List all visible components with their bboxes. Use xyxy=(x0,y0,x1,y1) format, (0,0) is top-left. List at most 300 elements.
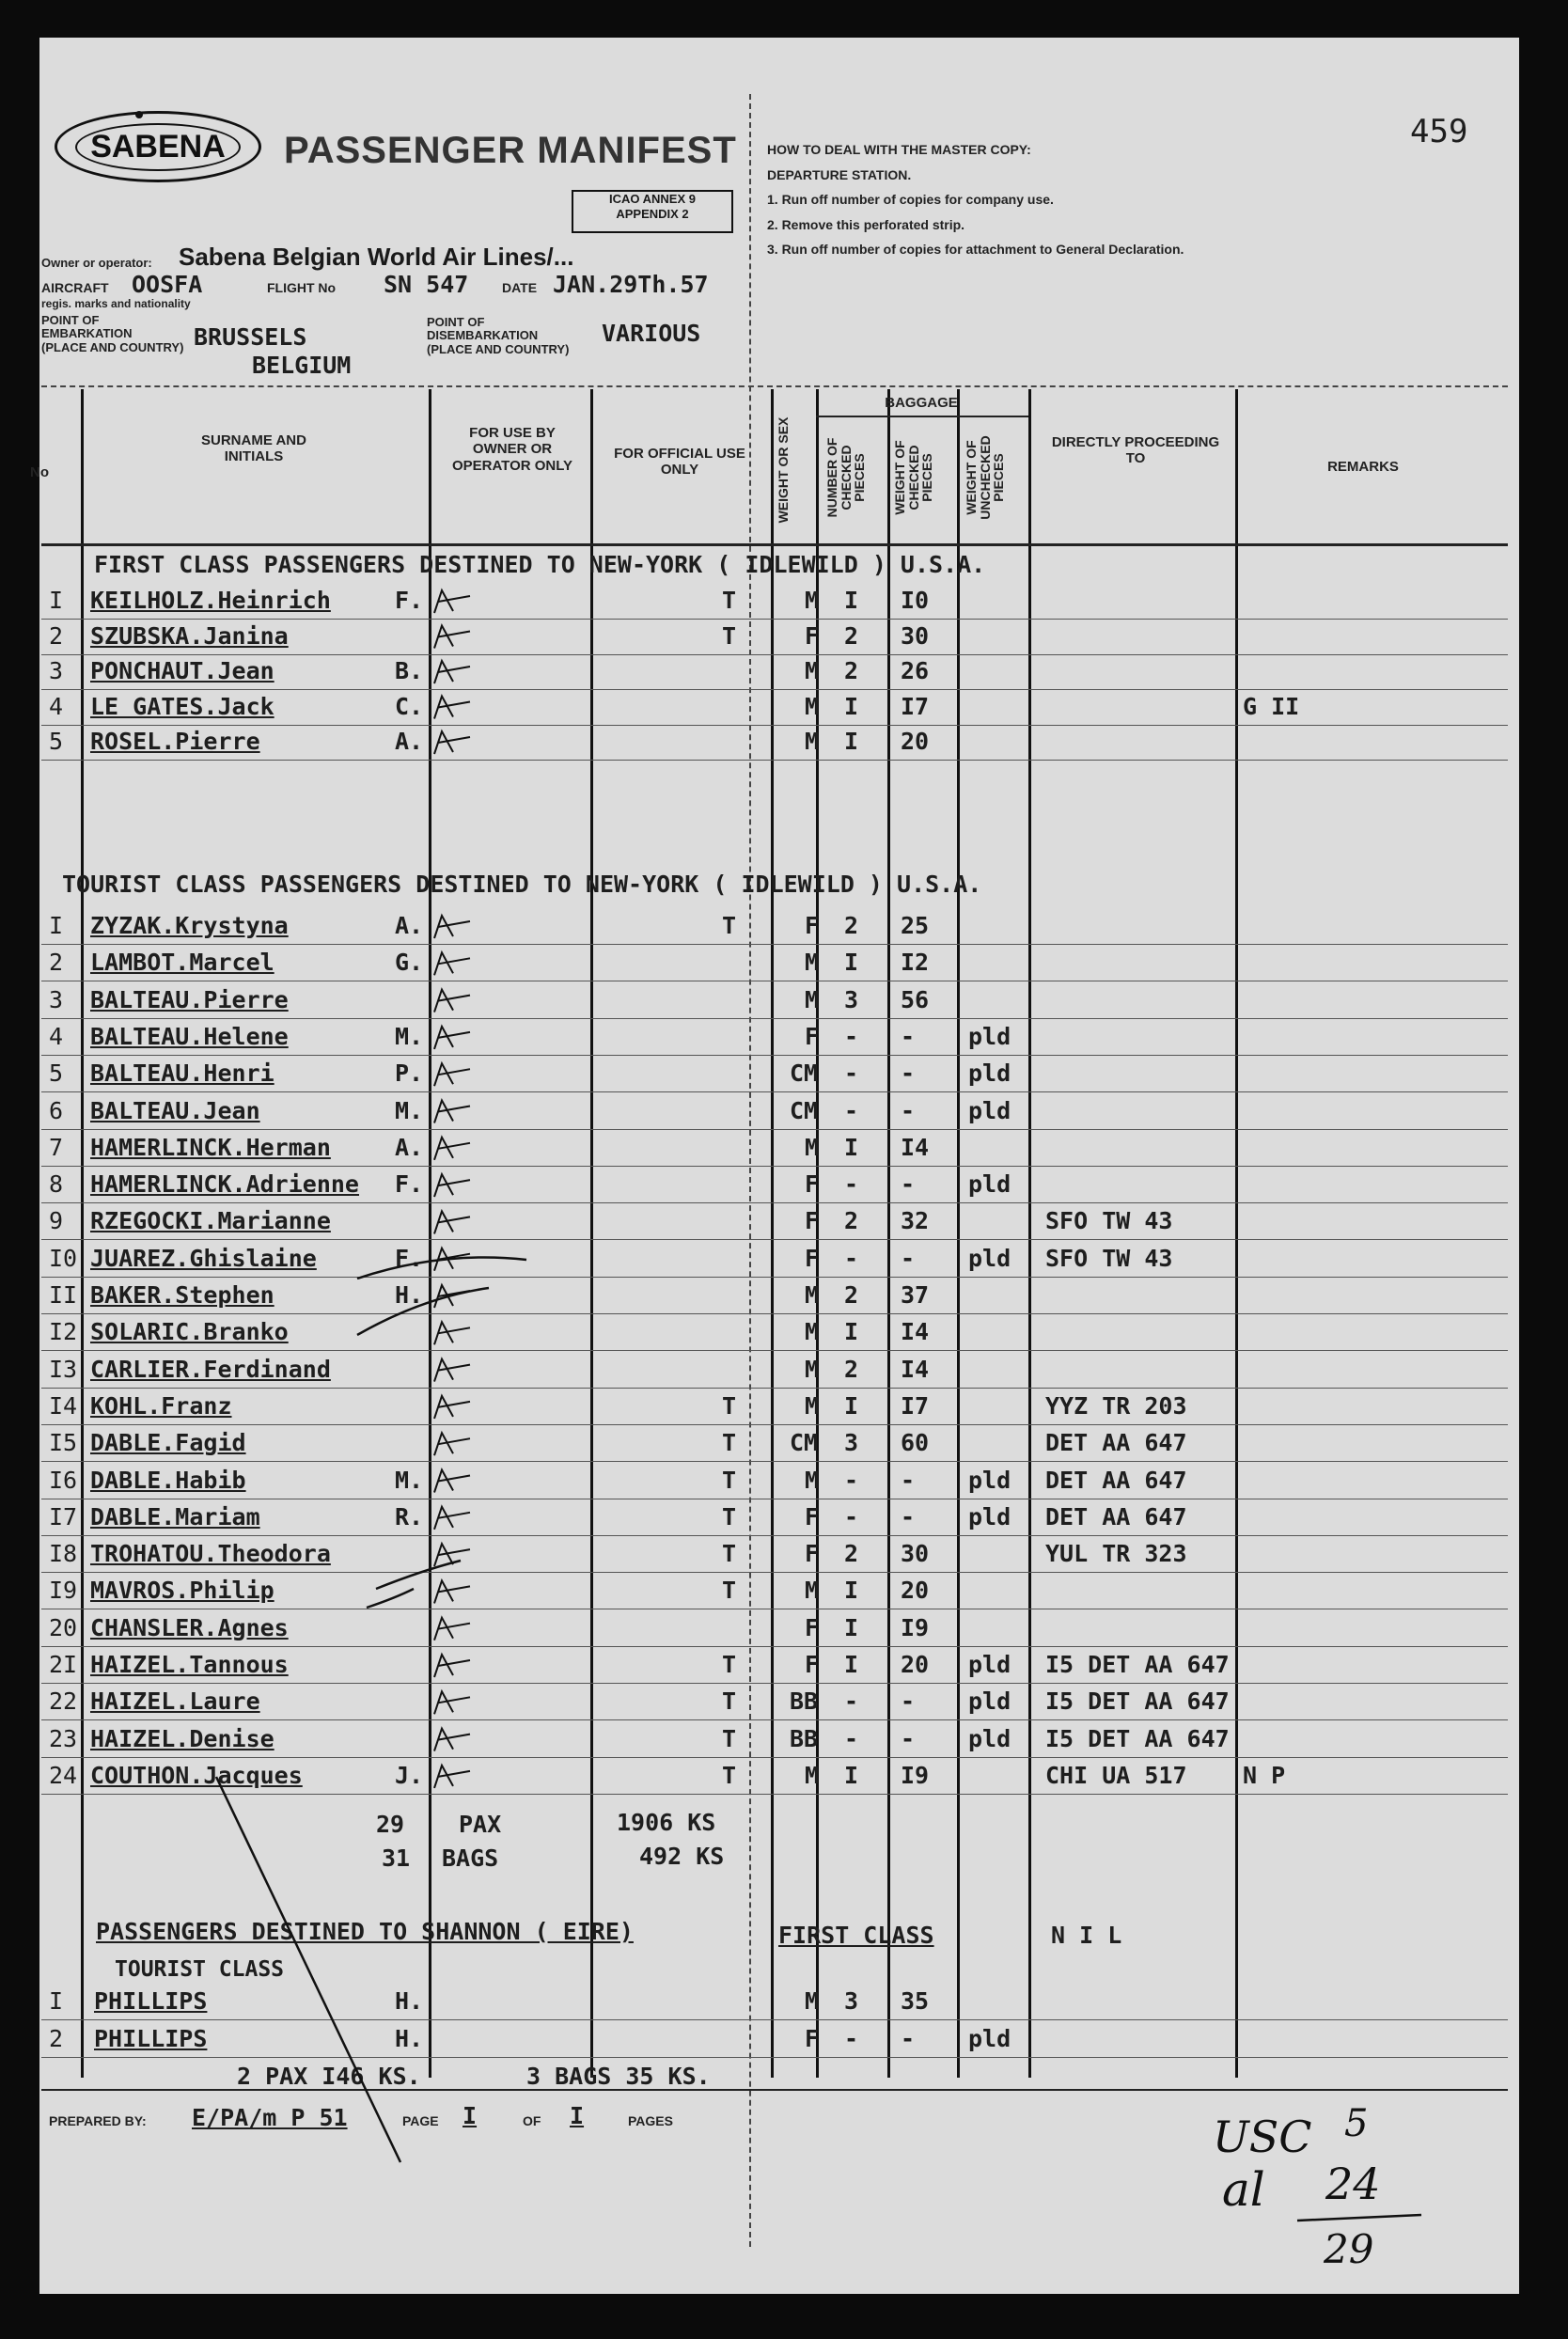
flight-label: FLIGHT No xyxy=(267,280,337,295)
date-value: JAN.29Th.57 xyxy=(553,271,709,298)
passenger-no: I xyxy=(49,1987,64,2015)
passenger-no: I xyxy=(49,587,64,614)
aircraft-value: OOSFA xyxy=(132,271,203,298)
initial-mark xyxy=(434,1766,470,1788)
passenger-no: I9 xyxy=(49,1577,78,1605)
checked-pieces: - xyxy=(844,1502,859,1531)
passenger-sex: F xyxy=(805,1613,820,1641)
passenger-no: 3 xyxy=(49,985,64,1013)
passenger-no: II xyxy=(49,1281,78,1309)
date-label: DATE xyxy=(502,280,538,295)
passenger-initial: A. xyxy=(395,728,424,755)
passenger-initial: F. xyxy=(395,1170,424,1199)
passenger-no: 5 xyxy=(49,728,64,755)
initial-mark xyxy=(434,1359,470,1382)
checked-weight: I4 xyxy=(901,1355,930,1383)
checked-pieces: 3 xyxy=(844,1429,859,1457)
passenger-sex: M xyxy=(805,1466,820,1494)
shannon-header: PASSENGERS DESTINED TO SHANNON ( EIRE) xyxy=(96,1918,634,1945)
shannon-summary-bags: 3 BAGS 35 KS. xyxy=(526,2063,711,2090)
shannon-summary: 2 PAX I46 KS. xyxy=(237,2063,421,2090)
official-mark: T xyxy=(722,1391,737,1420)
passenger-name: BALTEAU.Henri xyxy=(90,1060,274,1088)
official-mark: T xyxy=(722,1540,737,1568)
page-label: PAGE xyxy=(402,2113,439,2128)
initial-mark xyxy=(434,697,470,719)
unchecked-weight: pld xyxy=(968,1651,1011,1678)
initial-mark xyxy=(434,1580,470,1603)
checked-pieces: - xyxy=(844,2025,859,2052)
checked-pieces: - xyxy=(844,1466,859,1494)
passenger-no: 4 xyxy=(49,692,64,720)
initial-mark xyxy=(434,1655,470,1677)
passenger-sex: F xyxy=(805,1207,820,1235)
bags-weight: 492 KS xyxy=(639,1843,725,1870)
checked-weight: 35 xyxy=(901,1987,930,2015)
passenger-name: KEILHOLZ.Heinrich xyxy=(90,587,331,614)
passenger-no: 2I xyxy=(49,1651,78,1678)
passenger-sex: F xyxy=(805,621,820,650)
initial-mark xyxy=(434,626,470,649)
initial-mark xyxy=(434,952,470,975)
official-mark: T xyxy=(722,587,737,614)
embark-label3: (PLACE AND COUNTRY) xyxy=(41,339,184,354)
passenger-sex: F xyxy=(805,1651,820,1678)
shannon-tourist-label: TOURIST CLASS xyxy=(115,1957,285,1982)
passenger-initial: H. xyxy=(395,2025,424,2052)
embark-country: BELGIUM xyxy=(252,352,352,379)
embark-label1: POINT OF xyxy=(41,313,100,327)
checked-weight: I0 xyxy=(901,587,930,614)
passenger-no: 3 xyxy=(49,657,64,684)
proceeding-to: DET AA 647 xyxy=(1045,1429,1187,1457)
passenger-initial: R. xyxy=(395,1502,424,1531)
icao-line1: ICAO ANNEX 9 xyxy=(609,192,696,206)
initial-mark xyxy=(434,661,470,683)
checked-pieces: 3 xyxy=(844,1987,859,2015)
checked-pieces: - xyxy=(844,1022,859,1050)
checked-weight: - xyxy=(901,1022,916,1050)
col-surname-header: SURNAME AND INITIALS xyxy=(201,432,306,465)
passenger-name: BALTEAU.Helene xyxy=(90,1022,289,1050)
proceeding-to: I5 DET AA 647 xyxy=(1045,1724,1230,1752)
passenger-no: 7 xyxy=(49,1133,64,1161)
checked-pieces: - xyxy=(844,1688,859,1716)
passenger-no: 22 xyxy=(49,1688,78,1716)
signature-stroke-4 xyxy=(367,1589,414,1608)
passenger-name: MAVROS.Philip xyxy=(90,1577,274,1605)
of-value: I xyxy=(570,2102,585,2129)
checked-pieces: 2 xyxy=(844,621,859,650)
passenger-name: JUAREZ.Ghislaine xyxy=(90,1244,317,1272)
passenger-sex: M xyxy=(805,985,820,1013)
initial-mark xyxy=(434,731,470,754)
passenger-no: I3 xyxy=(49,1355,78,1383)
passenger-initial: M. xyxy=(395,1096,424,1124)
checked-pieces: I xyxy=(844,587,859,614)
pax-count: 29 xyxy=(376,1811,405,1838)
passenger-sex: M xyxy=(805,692,820,720)
passenger-initial: C. xyxy=(395,692,424,720)
passenger-sex: M xyxy=(805,949,820,977)
passenger-sex: M xyxy=(805,1761,820,1789)
passenger-sex: F xyxy=(805,912,820,939)
unchecked-weight: pld xyxy=(968,1466,1011,1494)
passenger-name: ZYZAK.Krystyna xyxy=(90,912,289,939)
page-number: 459 xyxy=(1410,113,1468,150)
passenger-name: TROHATOU.Theodora xyxy=(90,1540,331,1568)
signature-stroke-3 xyxy=(376,1561,461,1589)
col-no-header: No xyxy=(30,464,49,480)
checked-weight: 60 xyxy=(901,1429,930,1457)
official-mark: T xyxy=(722,1688,737,1716)
passenger-no: 2 xyxy=(49,2025,64,2052)
initial-mark xyxy=(434,1729,470,1751)
passenger-name: HAMERLINCK.Adrienne xyxy=(90,1170,359,1199)
checked-weight: 30 xyxy=(901,1540,930,1568)
instructions-title2: DEPARTURE STATION. xyxy=(767,166,912,182)
checked-pieces: I xyxy=(844,1651,859,1678)
initial-mark xyxy=(434,1470,470,1493)
passenger-sex: CM xyxy=(790,1060,819,1088)
initial-mark xyxy=(434,1322,470,1344)
form-title: PASSENGER MANIFEST xyxy=(284,130,737,171)
initial-mark xyxy=(434,1544,470,1566)
checked-pieces: 2 xyxy=(844,912,859,939)
handwritten-n1: 5 xyxy=(1344,2102,1369,2145)
initial-mark xyxy=(434,1063,470,1086)
passenger-initial: J. xyxy=(395,1761,424,1789)
checked-pieces: 2 xyxy=(844,1207,859,1235)
checked-weight: 20 xyxy=(901,728,930,755)
remarks: G II xyxy=(1243,692,1300,720)
proceeding-to: YYZ TR 203 xyxy=(1045,1391,1187,1420)
bags-count: 31 xyxy=(382,1845,411,1872)
checked-weight: I9 xyxy=(901,1613,930,1641)
passenger-initial: M. xyxy=(395,1022,424,1050)
initial-mark xyxy=(434,590,470,613)
owner-value: Sabena Belgian World Air Lines/... xyxy=(179,243,574,271)
passenger-sex: BB xyxy=(790,1688,819,1716)
checked-pieces: - xyxy=(844,1096,859,1124)
shannon-first-value: N I L xyxy=(1051,1922,1122,1949)
checked-weight: 26 xyxy=(901,657,930,684)
icao-line2: APPENDIX 2 xyxy=(616,207,689,222)
checked-weight: - xyxy=(901,1724,916,1752)
col-owner-header: FOR USE BY OWNER OR OPERATOR ONLY xyxy=(451,425,573,474)
passenger-no: 2 xyxy=(49,621,64,650)
passenger-initial: F. xyxy=(395,587,424,614)
disembark-label2: DISEMBARKATION xyxy=(427,328,539,343)
proceeding-to: DET AA 647 xyxy=(1045,1466,1187,1494)
proceeding-to: I5 DET AA 647 xyxy=(1045,1651,1230,1678)
checked-weight: I7 xyxy=(901,1391,930,1420)
passenger-no: I2 xyxy=(49,1318,78,1346)
checked-weight: - xyxy=(901,1170,916,1199)
handwritten-n2: 24 xyxy=(1325,2158,1381,2209)
instruction-1: 1. Run off number of copies for company use. xyxy=(767,192,1054,208)
initial-mark xyxy=(434,1101,470,1123)
tourist-class-header: TOURIST CLASS PASSENGERS DESTINED TO NEW-YORK ( IDLEWILD ) U.S.A. xyxy=(62,871,982,898)
checked-weight: 25 xyxy=(901,912,930,939)
initial-mark xyxy=(434,916,470,938)
initial-mark xyxy=(434,1174,470,1197)
passenger-name: CARLIER.Ferdinand xyxy=(90,1355,331,1383)
pax-weight: 1906 KS xyxy=(617,1809,716,1836)
checked-pieces: 2 xyxy=(844,1281,859,1309)
unchecked-weight: pld xyxy=(968,1724,1011,1752)
unchecked-weight: pld xyxy=(968,1688,1011,1716)
aircraft-label: AIRCRAFT xyxy=(41,280,109,295)
initial-mark xyxy=(434,990,470,1013)
passenger-no: I7 xyxy=(49,1502,78,1531)
passenger-sex: F xyxy=(805,1540,820,1568)
checked-weight: - xyxy=(901,2025,916,2052)
passenger-sex: BB xyxy=(790,1724,819,1752)
passenger-name: BALTEAU.Jean xyxy=(90,1096,260,1124)
passenger-initial: B. xyxy=(395,657,424,684)
checked-pieces: I xyxy=(844,692,859,720)
unchecked-weight: pld xyxy=(968,1244,1011,1272)
passenger-initial: P. xyxy=(395,1060,424,1088)
col-checked-pieces-header: NUMBER OF CHECKED PIECES xyxy=(824,437,868,518)
checked-weight: - xyxy=(901,1502,916,1531)
passenger-no: 2 xyxy=(49,949,64,977)
checked-weight: - xyxy=(901,1466,916,1494)
proceeding-to: DET AA 647 xyxy=(1045,1502,1187,1531)
checked-weight: 37 xyxy=(901,1281,930,1309)
unchecked-weight: pld xyxy=(968,1060,1011,1088)
col-unchecked-header: WEIGHT OF UNCHECKED PIECES xyxy=(964,435,1007,520)
passenger-initial: H. xyxy=(395,1281,424,1309)
handwritten-n3: 29 xyxy=(1324,2226,1374,2272)
passenger-sex: M xyxy=(805,1281,820,1309)
passenger-sex: F xyxy=(805,1170,820,1199)
passenger-name: BAKER.Stephen xyxy=(90,1281,274,1309)
passenger-sex: M xyxy=(805,1355,820,1383)
passenger-name: HAMERLINCK.Herman xyxy=(90,1133,331,1161)
checked-pieces: I xyxy=(844,1613,859,1641)
col-official-header: FOR OFFICIAL USE ONLY xyxy=(614,446,745,479)
checked-pieces: - xyxy=(844,1724,859,1752)
embark-city: BRUSSELS xyxy=(194,323,307,351)
checked-pieces: I xyxy=(844,1133,859,1161)
passenger-sex: M xyxy=(805,1577,820,1605)
passenger-initial: M. xyxy=(395,1466,424,1494)
disembark-label1: POINT OF xyxy=(427,315,485,329)
passenger-sex: CM xyxy=(790,1429,819,1457)
passenger-sex: M xyxy=(805,1987,820,2015)
passenger-sex: M xyxy=(805,1133,820,1161)
checked-pieces: I xyxy=(844,1391,859,1420)
checked-weight: 32 xyxy=(901,1207,930,1235)
shannon-first-class: FIRST CLASS xyxy=(778,1922,934,1949)
passenger-name: DABLE.Mariam xyxy=(90,1502,260,1531)
embark-label2: EMBARKATION xyxy=(41,326,133,341)
initial-mark xyxy=(434,1507,470,1530)
passenger-no: 9 xyxy=(49,1207,64,1235)
checked-weight: I7 xyxy=(901,692,930,720)
checked-pieces: - xyxy=(844,1060,859,1088)
disembark-value: VARIOUS xyxy=(602,320,701,347)
checked-weight: - xyxy=(901,1688,916,1716)
passenger-name: DABLE.Fagid xyxy=(90,1429,246,1457)
passenger-sex: M xyxy=(805,657,820,684)
passenger-no: 24 xyxy=(49,1761,78,1789)
passenger-no: I6 xyxy=(49,1466,78,1494)
initial-mark xyxy=(434,1618,470,1640)
logo-text: SABENA xyxy=(75,123,241,171)
checked-weight: I2 xyxy=(901,949,930,977)
checked-weight: I4 xyxy=(901,1318,930,1346)
passenger-name: COUTHON.Jacques xyxy=(90,1761,303,1789)
first-class-header: FIRST CLASS PASSENGERS DESTINED TO NEW-YORK ( IDLEWILD ) U.S.A. xyxy=(94,551,986,578)
initial-mark xyxy=(434,1433,470,1455)
col-remarks-header: REMARKS xyxy=(1327,459,1399,475)
diagonal-line xyxy=(216,1777,400,2162)
passenger-initial: A. xyxy=(395,1133,424,1161)
checked-pieces: 3 xyxy=(844,985,859,1013)
page-value: I xyxy=(463,2102,478,2129)
proceeding-to: YUL TR 323 xyxy=(1045,1540,1187,1568)
passenger-initial: A. xyxy=(395,912,424,939)
passenger-sex: M xyxy=(805,728,820,755)
passenger-name: BALTEAU.Pierre xyxy=(90,985,289,1013)
passenger-name: PHILLIPS xyxy=(94,1987,208,2015)
checked-weight: - xyxy=(901,1244,916,1272)
proceeding-to: SFO TW 43 xyxy=(1045,1244,1173,1272)
checked-pieces: I xyxy=(844,1761,859,1789)
checked-pieces: 2 xyxy=(844,1355,859,1383)
col-proceed-header: DIRECTLY PROCEEDING TO xyxy=(1051,434,1220,467)
proceeding-to: CHI UA 517 xyxy=(1045,1761,1187,1789)
passenger-name: PHILLIPS xyxy=(94,2025,208,2052)
official-mark: T xyxy=(722,1724,737,1752)
passenger-no: 23 xyxy=(49,1724,78,1752)
handwritten-usc: USC xyxy=(1213,2111,1312,2162)
checked-pieces: I xyxy=(844,728,859,755)
pages-label: PAGES xyxy=(628,2113,673,2128)
passenger-name: LAMBOT.Marcel xyxy=(90,949,274,977)
passenger-initial: G. xyxy=(395,949,424,977)
official-mark: T xyxy=(722,621,737,650)
disembark-label3: (PLACE AND COUNTRY) xyxy=(427,341,570,356)
passenger-no: 5 xyxy=(49,1060,64,1088)
proceeding-to: I5 DET AA 647 xyxy=(1045,1688,1230,1716)
passenger-no: 6 xyxy=(49,1096,64,1124)
passenger-sex: F xyxy=(805,2025,820,2052)
initial-mark xyxy=(434,1138,470,1160)
of-label: OF xyxy=(523,2113,541,2128)
instruction-2: 2. Remove this perforated strip. xyxy=(767,216,965,232)
passenger-no: I xyxy=(49,912,64,939)
checked-pieces: - xyxy=(844,1244,859,1272)
official-mark: T xyxy=(722,1651,737,1678)
passenger-no: 4 xyxy=(49,1022,64,1050)
col-sex-header: WEIGHT OR SEX xyxy=(776,416,791,524)
passenger-sex: M xyxy=(805,1318,820,1346)
passenger-name: PONCHAUT.Jean xyxy=(90,657,274,684)
official-mark: T xyxy=(722,1502,737,1531)
passenger-name: HAIZEL.Laure xyxy=(90,1688,260,1716)
passenger-name: LE GATES.Jack xyxy=(90,692,274,720)
checked-pieces: I xyxy=(844,949,859,977)
passenger-sex: F xyxy=(805,1022,820,1050)
handwritten-al: al xyxy=(1222,2162,1265,2217)
official-mark: T xyxy=(722,1429,737,1457)
passenger-initial: H. xyxy=(395,1987,424,2015)
regis-label: regis. marks and nationality xyxy=(41,297,191,310)
col-checked-weight-header: WEIGHT OF CHECKED PIECES xyxy=(892,440,935,515)
official-mark: T xyxy=(722,1577,737,1605)
signature-stroke-1 xyxy=(357,1258,526,1279)
passenger-sex: F xyxy=(805,1502,820,1531)
passenger-name: SOLARIC.Branko xyxy=(90,1318,289,1346)
flight-value: SN 547 xyxy=(384,271,469,298)
passenger-sex: F xyxy=(805,1244,820,1272)
passenger-name: DABLE.Habib xyxy=(90,1466,246,1494)
passenger-no: 8 xyxy=(49,1170,64,1199)
pax-label: PAX xyxy=(459,1811,502,1838)
unchecked-weight: pld xyxy=(968,1170,1011,1199)
passenger-name: CHANSLER.Agnes xyxy=(90,1613,289,1641)
passenger-name: RZEGOCKI.Marianne xyxy=(90,1207,331,1235)
instructions-title1: HOW TO DEAL WITH THE MASTER COPY: xyxy=(767,142,1031,157)
passenger-sex: M xyxy=(805,587,820,614)
instruction-3: 3. Run off number of copies for attachment to General Declaration. xyxy=(767,242,1184,258)
checked-weight: 56 xyxy=(901,985,930,1013)
initial-mark xyxy=(434,1027,470,1049)
passenger-name: HAIZEL.Denise xyxy=(90,1724,274,1752)
checked-pieces: 2 xyxy=(844,657,859,684)
passenger-no: I5 xyxy=(49,1429,78,1457)
unchecked-weight: pld xyxy=(968,2025,1011,2052)
passenger-name: KOHL.Franz xyxy=(90,1391,232,1420)
passenger-sex: CM xyxy=(790,1096,819,1124)
passenger-name: HAIZEL.Tannous xyxy=(90,1651,289,1678)
initial-mark xyxy=(434,1691,470,1714)
passenger-initial: F. xyxy=(395,1244,424,1272)
unchecked-weight: pld xyxy=(968,1096,1011,1124)
unchecked-weight: pld xyxy=(968,1022,1011,1050)
checked-weight: 20 xyxy=(901,1651,930,1678)
prepared-value: E/PA/m P 51 xyxy=(192,2104,348,2131)
official-mark: T xyxy=(722,912,737,939)
checked-weight: I9 xyxy=(901,1761,930,1789)
passenger-no: I0 xyxy=(49,1244,78,1272)
checked-weight: - xyxy=(901,1060,916,1088)
remarks: N P xyxy=(1243,1761,1286,1789)
official-mark: T xyxy=(722,1761,737,1789)
checked-pieces: I xyxy=(844,1318,859,1346)
checked-weight: - xyxy=(901,1096,916,1124)
passenger-no: 20 xyxy=(49,1613,78,1641)
checked-pieces: - xyxy=(844,1170,859,1199)
proceeding-to: SFO TW 43 xyxy=(1045,1207,1173,1235)
col-baggage-header: BAGGAGE xyxy=(885,395,958,411)
initial-mark xyxy=(434,1396,470,1419)
prepared-label: PREPARED BY: xyxy=(49,2113,147,2128)
checked-weight: 30 xyxy=(901,621,930,650)
unchecked-weight: pld xyxy=(968,1502,1011,1531)
passenger-sex: M xyxy=(805,1391,820,1420)
passenger-no: I4 xyxy=(49,1391,78,1420)
checked-pieces: 2 xyxy=(844,1540,859,1568)
checked-weight: I4 xyxy=(901,1133,930,1161)
fraction-line xyxy=(1297,2215,1421,2221)
checked-weight: 20 xyxy=(901,1577,930,1605)
checked-pieces: I xyxy=(844,1577,859,1605)
